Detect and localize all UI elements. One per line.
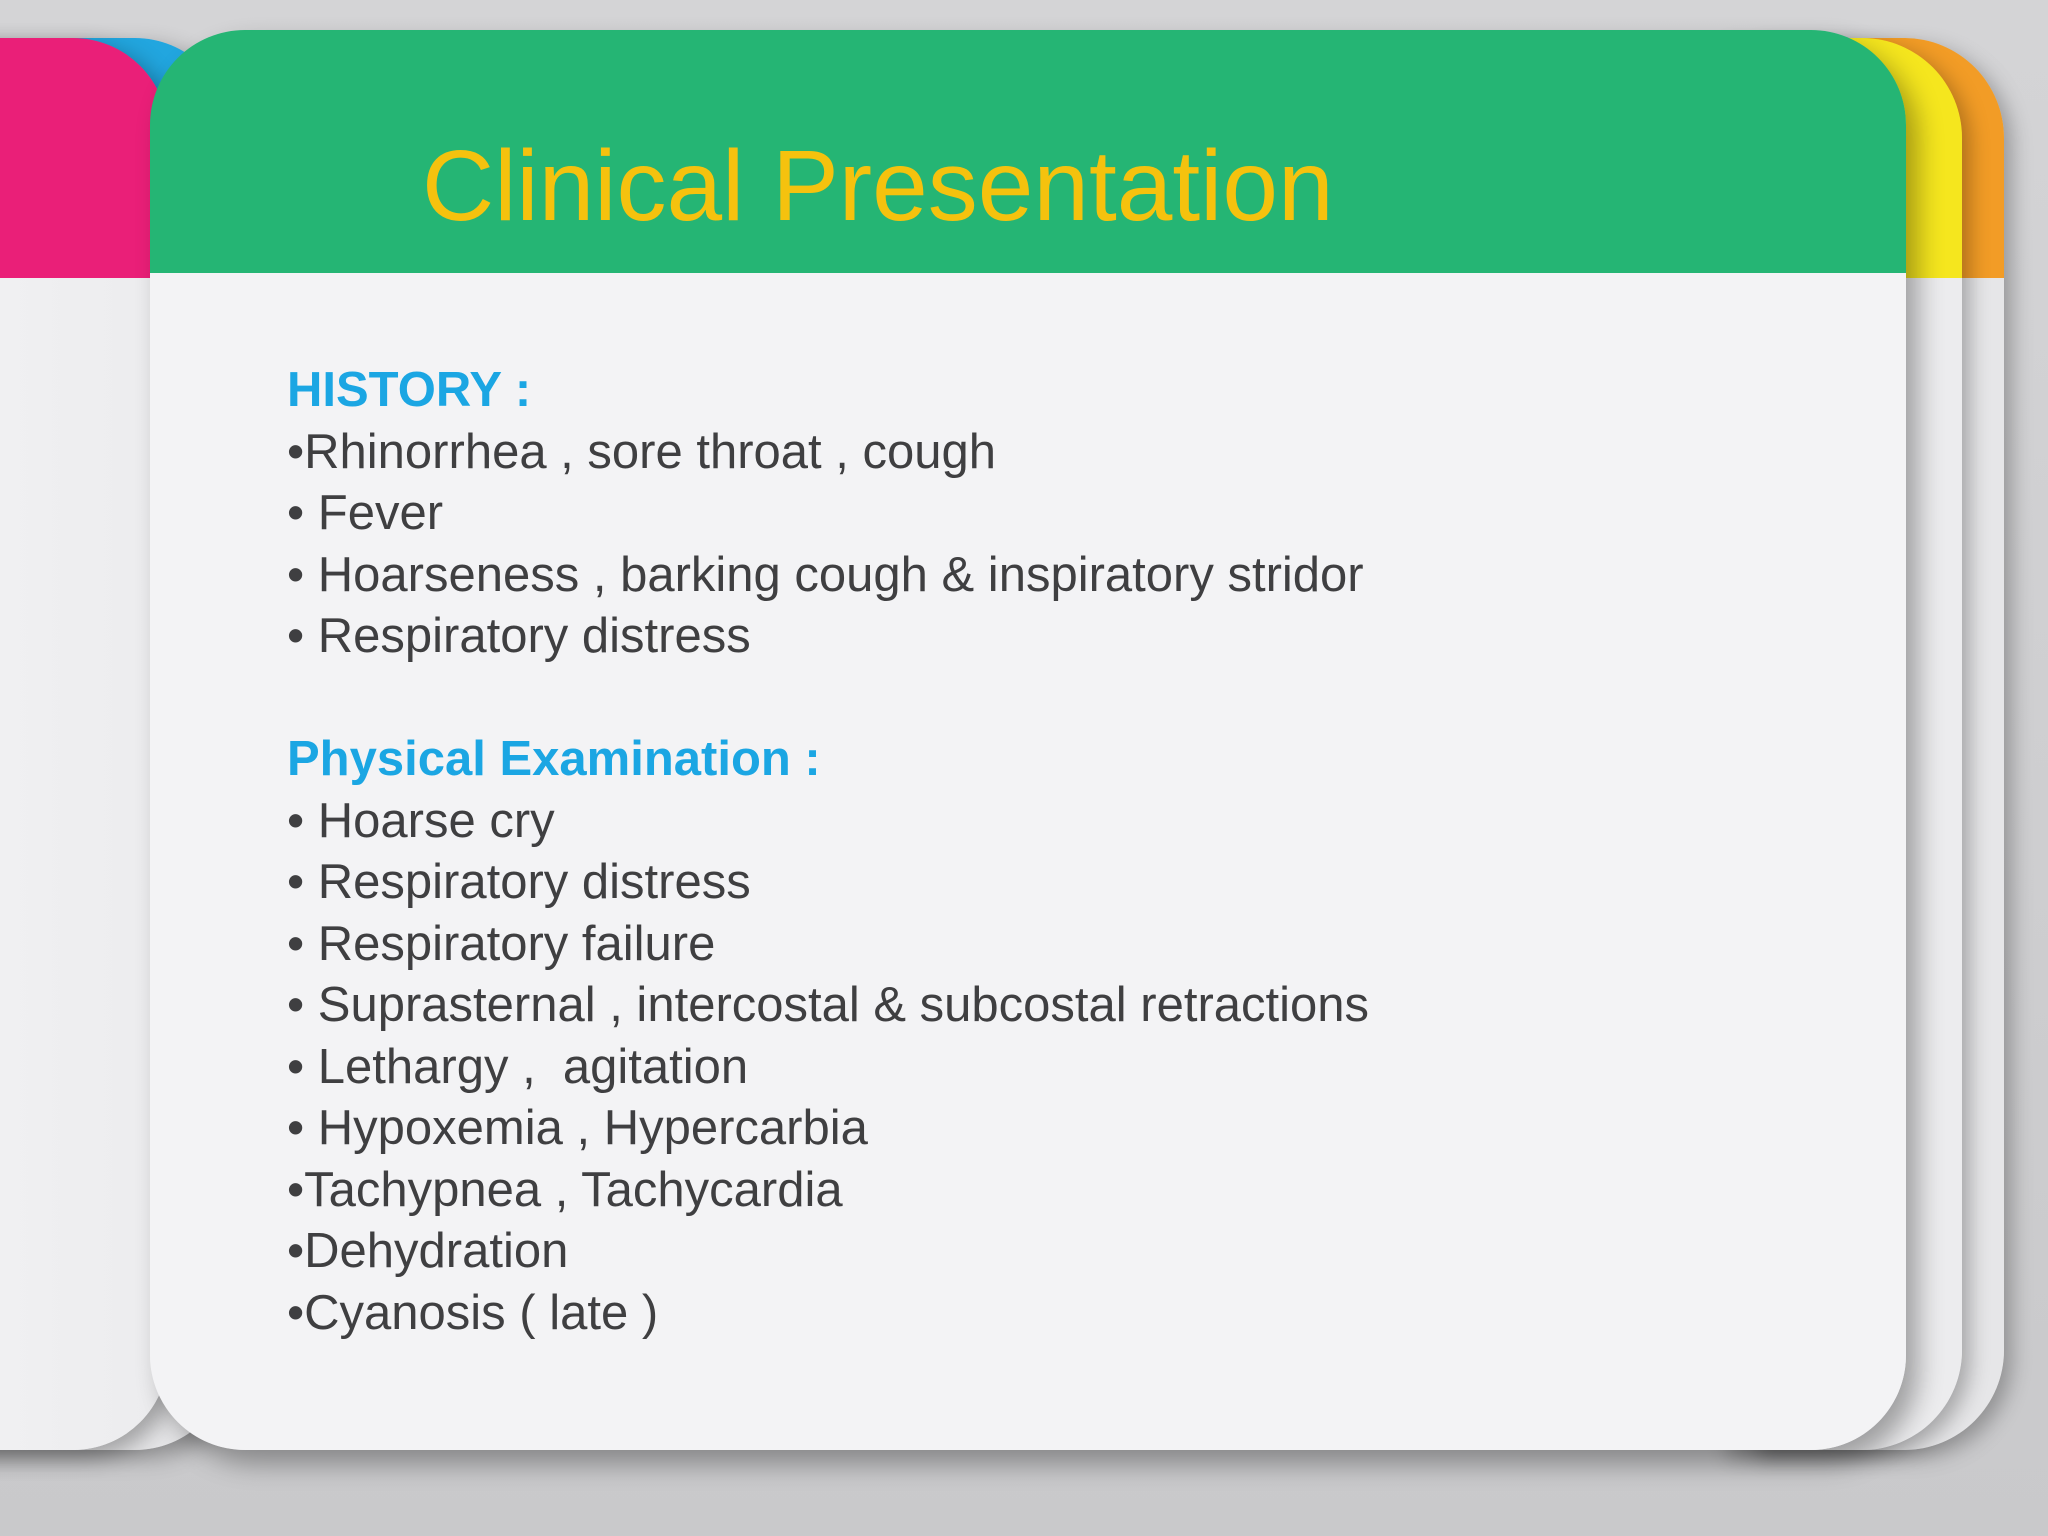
card-face-pink	[0, 278, 168, 1450]
physical-examination-item: • Hypoxemia , Hypercarbia	[287, 1101, 868, 1155]
physical-examination-item: • Suprasternal , intercostal & subcostal retractions	[287, 978, 1370, 1032]
history-item: •Rhinorrhea , sore throat , cough	[287, 424, 996, 479]
physical-examination-list	[287, 791, 1787, 1345]
background-card-pink	[0, 38, 168, 1450]
slide-title: Clinical Presentation	[422, 130, 1334, 242]
physical-examination-item: • Respiratory distress	[287, 855, 751, 909]
history-item: • Respiratory distress	[287, 609, 751, 663]
physical-examination-item: •Tachypnea , Tachycardia	[287, 1162, 843, 1217]
slide-content	[287, 360, 1787, 1344]
section-spacer	[287, 668, 1787, 730]
physical-examination-item: • Lethargy , agitation	[287, 1039, 749, 1094]
history-list	[287, 422, 1787, 668]
history-heading: HISTORY :	[287, 363, 532, 417]
history-item: • Hoarseness , barking cough & inspiratory stridor	[287, 547, 1364, 602]
physical-examination-item: • Hoarse cry	[287, 793, 555, 848]
physical-examination-item: •Dehydration	[287, 1224, 569, 1278]
physical-examination-item: •Cyanosis ( late )	[287, 1285, 659, 1340]
physical-examination-item: • Respiratory failure	[287, 916, 716, 971]
card-band-pink	[0, 38, 168, 278]
history-item: • Fever	[287, 486, 444, 540]
slide-card	[150, 30, 1906, 1450]
physical-examination-heading: Physical Examination :	[287, 732, 821, 786]
